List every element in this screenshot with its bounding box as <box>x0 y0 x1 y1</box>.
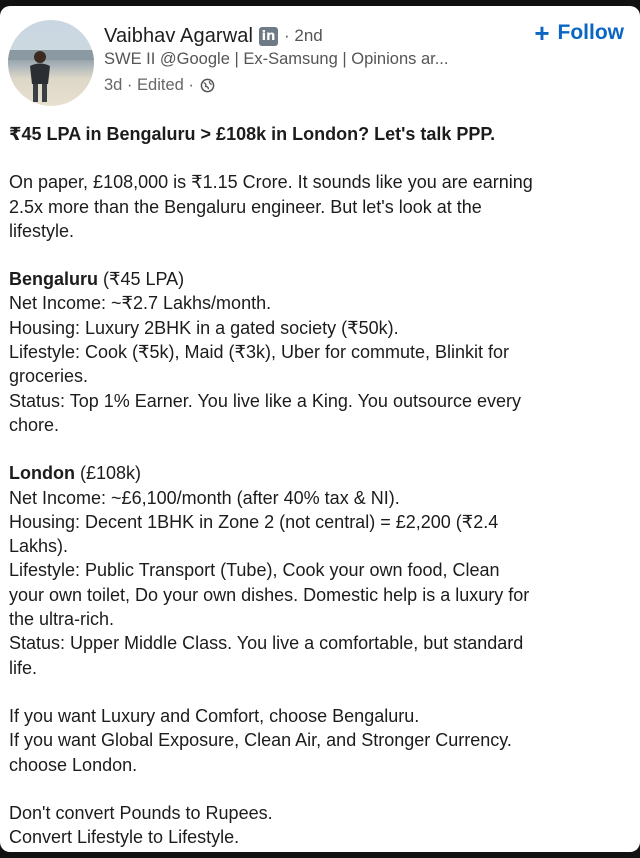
london-line: life. <box>9 657 38 678</box>
author-headline: SWE II @Google | Ex-Samsung | Opinions ar... <box>104 50 449 68</box>
post-time-row <box>104 74 500 96</box>
bengaluru-line: Net Income: ~₹2.7 Lakhs/month. <box>9 293 272 314</box>
bengaluru-line: groceries. <box>9 366 89 387</box>
london-line: Lifestyle: Public Transport (Tube), Cook your own food, Clean <box>9 560 500 581</box>
globe-icon <box>200 78 215 93</box>
london-line: Net Income: ~£6,100/month (after 40% tax & NI). <box>9 487 400 508</box>
bengaluru-line: chore. <box>9 414 60 435</box>
bengaluru-line: Lifestyle: Cook (₹5k), Maid (₹3k), Uber for commute, Blinkit for <box>9 342 510 363</box>
closing-line: Don't convert Pounds to Rupees. <box>9 802 273 823</box>
intro-line: On paper, £108,000 is ₹1.15 Crore. It sounds like you are earning <box>9 172 533 193</box>
post-time: 3d · Edited · <box>104 75 194 94</box>
profile-photo-figure <box>8 20 94 106</box>
bengaluru-heading-rest: (₹45 LPA) <box>98 269 185 290</box>
plus-icon: + <box>534 18 550 48</box>
post-body <box>9 122 628 849</box>
london-line: the ultra-rich. <box>9 609 115 630</box>
post-header <box>8 18 630 108</box>
bengaluru-line: Status: Top 1% Earner. You live like a King. You outsource every <box>9 390 522 411</box>
london-line: Lakhs). <box>9 536 69 557</box>
post-title: ₹45 LPA in Bengaluru > £108k in London? Let's talk PPP. <box>9 124 496 144</box>
london-heading-rest: (£108k) <box>74 463 142 484</box>
follow-button[interactable] <box>534 20 624 46</box>
conclusion-line: choose London. <box>9 754 138 775</box>
london-line: Housing: Decent 1BHK in Zone 2 (not central) = £2,200 (₹2.4 <box>9 511 499 532</box>
connection-degree: · 2nd <box>284 26 323 45</box>
london-line: your own toilet, Do your own dishes. Domestic help is a luxury for <box>9 584 530 605</box>
linkedin-icon: in <box>259 27 278 46</box>
bengaluru-line: Housing: Luxury 2BHK in a gated society (₹50k). <box>9 317 399 338</box>
post-card <box>0 6 640 852</box>
london-line: Status: Upper Middle Class. You live a comfortable, but standard <box>9 633 524 654</box>
name-row <box>104 22 500 50</box>
london-heading <box>9 461 628 485</box>
bengaluru-heading <box>9 267 628 291</box>
london-heading-bold: London <box>9 463 75 484</box>
bengaluru-heading-bold: Bengaluru <box>9 269 99 290</box>
intro-line: lifestyle. <box>9 220 75 241</box>
author-meta <box>104 22 500 96</box>
avatar[interactable] <box>8 20 94 106</box>
conclusion-line: If you want Luxury and Comfort, choose Bengaluru. <box>9 705 420 726</box>
conclusion-line: If you want Global Exposure, Clean Air, and Stronger Currency. <box>9 730 512 751</box>
closing-line: Convert Lifestyle to Lifestyle. <box>9 827 240 848</box>
follow-label: Follow <box>557 21 624 44</box>
author-name[interactable]: Vaibhav Agarwal <box>104 24 253 47</box>
intro-line: 2.5x more than the Bengaluru engineer. But let's look at the <box>9 196 482 217</box>
